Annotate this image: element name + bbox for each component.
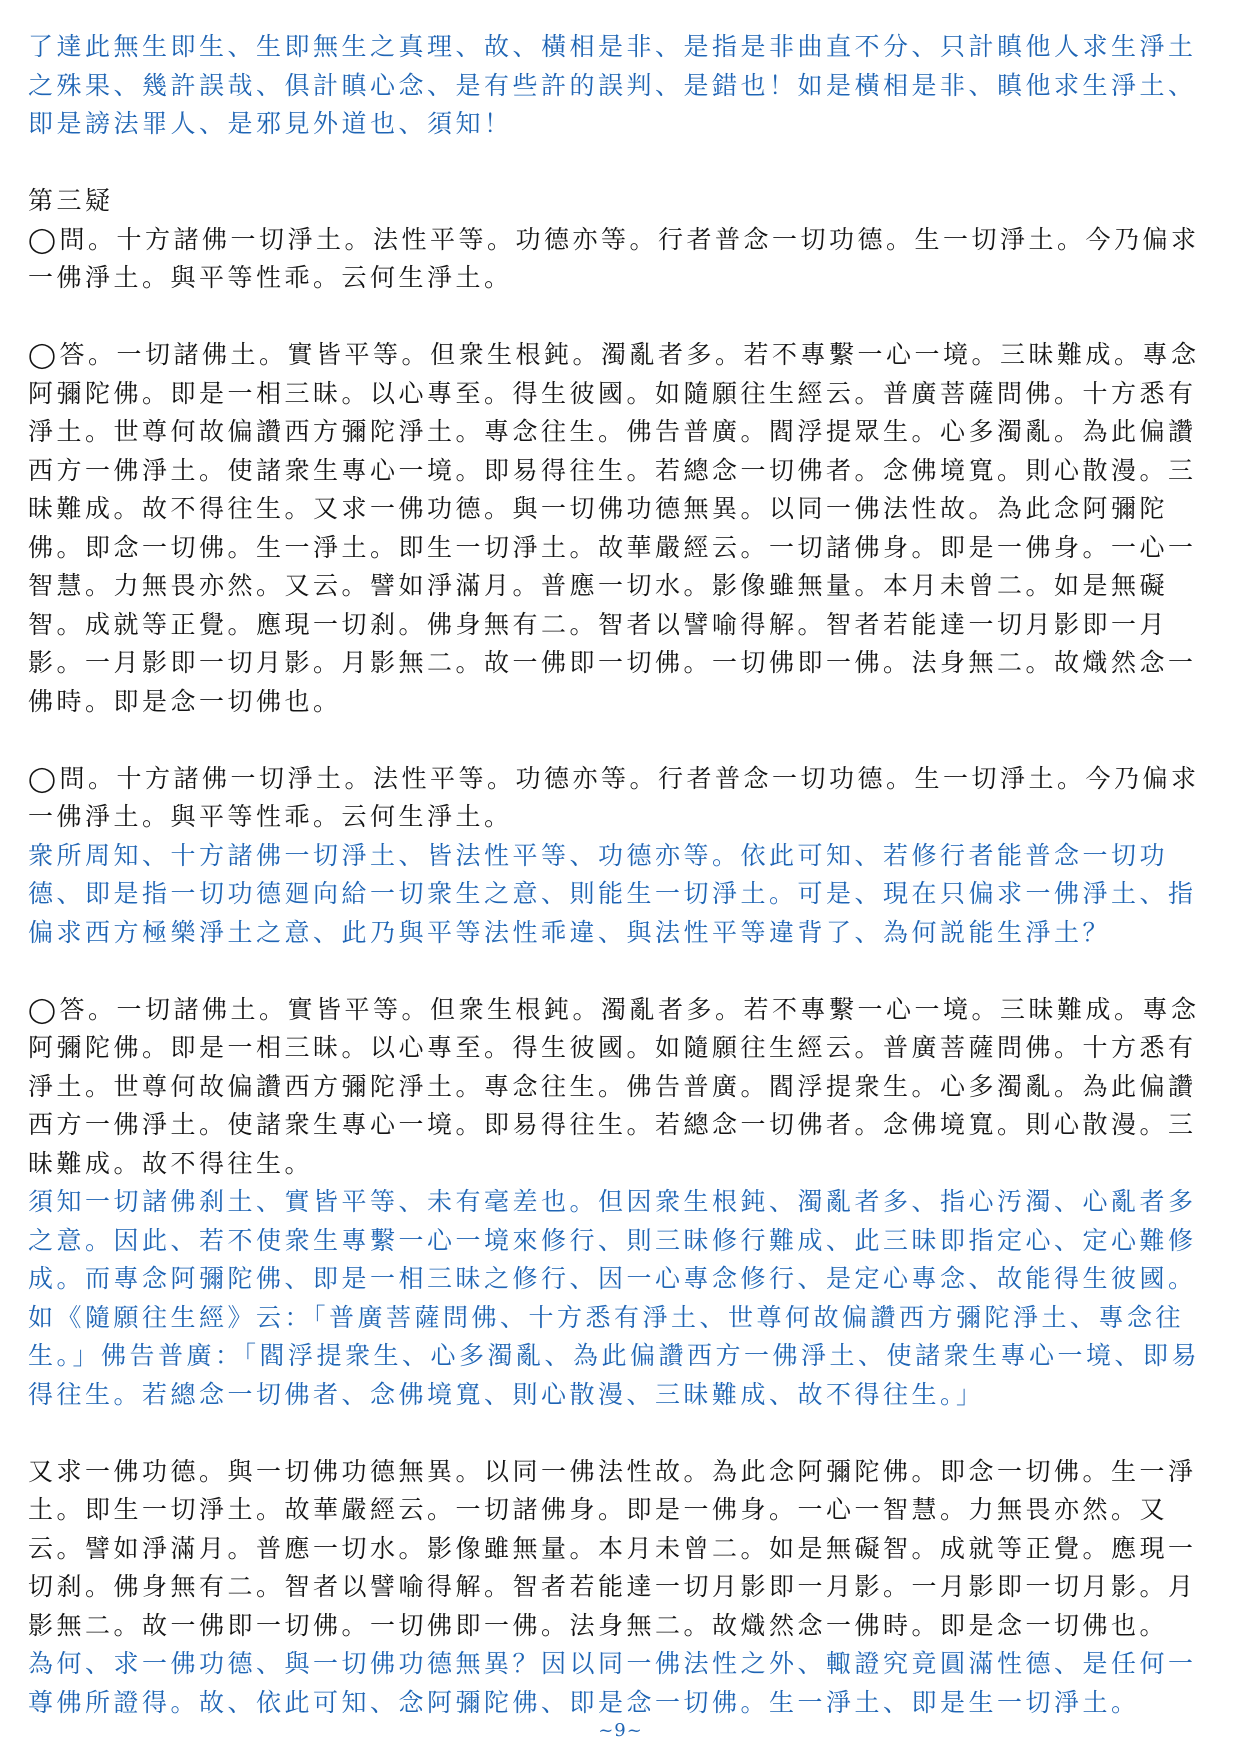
source-paragraph: ◯答。一切諸佛土。實皆平等。但衆生根鈍。濁亂者多。若不專繫一心一境。三昧難成。專念阿彌陀佛。即是一相三昧。以心專至。得生彼國。如隨願往生經云。普廣菩薩問佛。十方悉有淨土。世尊何故偏讚西方彌陀淨土。專念往生。佛告普廣。閻浮提眾生。心多濁亂。為此偏讚西方一佛淨土。使諸衆生專心一境。即易得往生。若總念一切佛者。念佛境寬。則心散漫。三昧難成。故不得往生。又求一佛功德。與一切佛功德無異。以同一佛法性故。為此念阿彌陀佛。即念一切佛。生一淨土。即生一切淨土。故華嚴經云。一切諸佛身。即是一佛身。一心一智慧。力無畏亦然。又云。譬如淨滿月。普應一切水。影像雖無量。本月未曾二。如是無礙智。成就等正覺。應現一切刹。佛身無有二。智者以譬喻得解。智者若能達一切月影即一月影。一月影即一切月影。月影無二。故一佛即一切佛。一切佛即一佛。法身無二。故熾然念一佛時。即是念一切佛也。 — [28, 340, 1200, 716]
paragraph-gap — [28, 721, 1201, 760]
commentary-paragraph: 衆所周知、十方諸佛一切淨土、皆法性平等、功德亦等。依此可知、若修行者能普念一切功德、即是指一切功德廻向給一切衆生之意、則能生一切淨土。可是、現在只偏求一佛淨土、指偏求西方極樂淨土之意、此乃與平等法性乖違、與法性平等違背了、為何説能生淨土？ — [28, 840, 1197, 947]
source-paragraph: ◯問。十方諸佛一切淨土。法性平等。功德亦等。行者普念一切功德。生一切淨土。今乃偏求一佛淨土。與平等性乖。云何生淨土。 — [28, 763, 1200, 831]
paragraph-gap — [28, 1414, 1201, 1453]
commentary-paragraph: 須知一切諸佛刹土、實皆平等、未有毫差也。但因衆生根鈍、濁亂者多、指心汚濁、心亂者多之意。因此、若不使衆生專繫一心一境來修行、則三昧修行難成、此三昧即指定心、定心難修成。而專念阿彌陀佛、即是一相三昧之修行、因一心專念修行、是定心專念、故能得生彼國。如《隨願往生經》云：「普廣菩薩問佛、十方悉有淨土、世尊何故偏讚西方彌陀淨土、專念往生。」佛告普廣：「閻浮提衆生、心多濁亂、為此偏讚西方一佛淨土、使諸衆生專心一境、即易得往生。若總念一切佛者、念佛境寬、則心散漫、三昧難成、故不得往生。」 — [28, 1187, 1201, 1409]
source-paragraph: 又求一佛功德。與一切佛功德無異。以同一佛法性故。為此念阿彌陀佛。即念一切佛。生一淨土。即生一切淨土。故華嚴經云。一切諸佛身。即是一佛身。一心一智慧。力無畏亦然。又云。譬如淨滿月。普應一切水。影像雖無量。本月未曾二。如是無礙智。成就等正覺。應現一切刹。佛身無有二。智者以譬喻得解。智者若能達一切月影即一月影。一月影即一切月影。月影無二。故一佛即一切佛。一切佛即一佛。法身無二。故熾然念一佛時。即是念一切佛也。 — [28, 1456, 1197, 1640]
source-paragraph: ◯答。一切諸佛土。實皆平等。但衆生根鈍。濁亂者多。若不專繫一心一境。三昧難成。專念阿彌陀佛。即是一相三昧。以心專至。得生彼國。如隨願往生經云。普廣菩薩問佛。十方悉有淨土。世尊何故偏讚西方彌陀淨土。專念往生。佛告普廣。閻浮提衆生。心多濁亂。為此偏讚西方一佛淨土。使諸衆生專心一境。即易得往生。若總念一切佛者。念佛境寬。則心散漫。三昧難成。故不得往生。 — [28, 994, 1200, 1178]
paragraph-gap — [28, 298, 1201, 337]
page-number: ~9~ — [598, 1720, 643, 1741]
source-paragraph: 第三疑 ◯問。十方諸佛一切淨土。法性平等。功德亦等。行者普念一切功德。生一切淨土。今乃偏求一佛淨土。與平等性乖。云何生淨土。 — [28, 186, 1200, 292]
paragraph-gap — [28, 952, 1201, 991]
paragraph-gap — [28, 144, 1201, 183]
commentary-paragraph: 了達此無生即生、生即無生之真理、故、橫相是非、是指是非曲直不分、只計瞋他人求生淨土之殊果、幾許誤哉、俱計瞋心念、是有些許的誤判、是錯也！如是橫相是非、瞋他求生淨土、即是謗法罪人、是邪見外道也、須知！ — [28, 32, 1197, 138]
document-body — [28, 28, 1201, 1722]
commentary-paragraph: 為何、求一佛功德、與一切佛功德無異？因以同一佛法性之外、輙證究竟圓滿性德、是任何一尊佛所證得。故、依此可知、念阿彌陀佛、即是念一切佛。生一淨土、即是生一切淨土。 — [28, 1649, 1197, 1717]
